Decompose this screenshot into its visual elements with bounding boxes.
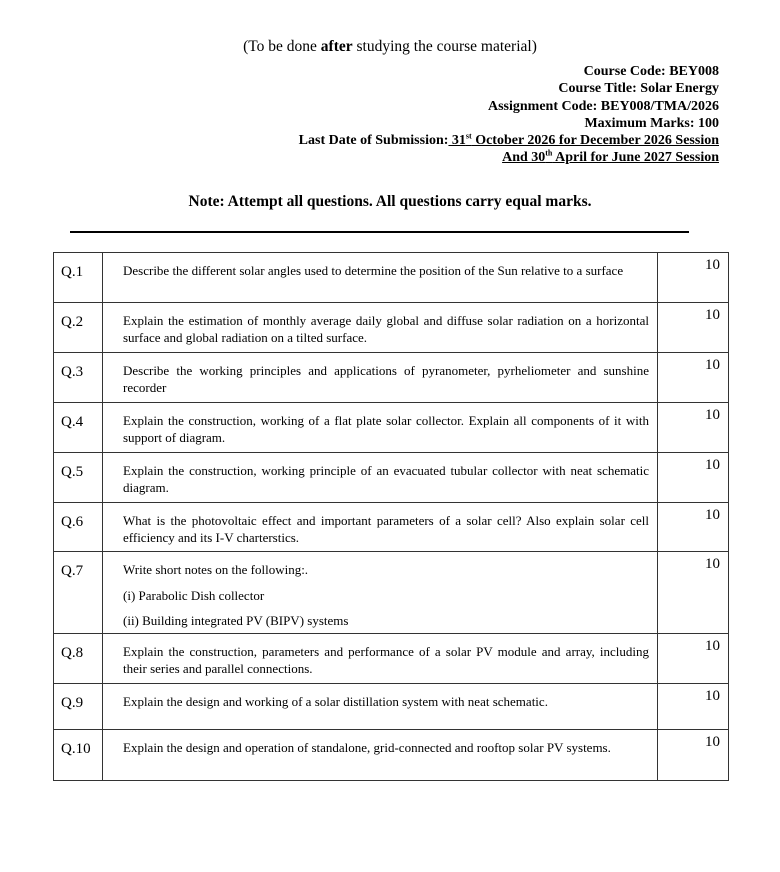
- submission-ordinal-2: th: [545, 148, 553, 158]
- question-number: Q.7: [54, 552, 103, 634]
- question-number: Q.4: [54, 403, 103, 453]
- assignment-meta: [299, 63, 719, 167]
- question-number: Q.9: [54, 684, 103, 730]
- instruction-prefix: (To be done: [243, 38, 321, 55]
- question-marks: 10: [658, 634, 729, 684]
- submission-date-1: [448, 133, 719, 148]
- question-row: [54, 634, 729, 684]
- question-text-block: [103, 552, 658, 634]
- question-text: Explain the estimation of monthly average daily global and diffuse solar radiation on a horizontal surface and global radiation on a tilted surface.: [103, 303, 658, 353]
- question-row: [54, 303, 729, 353]
- question-text: Explain the construction, parameters and performance of a solar PV module and array, including their series and parallel connections.: [103, 634, 658, 684]
- question-row: [54, 552, 729, 634]
- question-marks: 10: [658, 503, 729, 552]
- submission-session-1: October 2026 for December 2026 Session: [471, 133, 719, 149]
- course-code: Course Code: BEY008: [583, 64, 719, 79]
- question-text: Explain the design and operation of standalone, grid-connected and rooftop solar PV systems.: [103, 730, 658, 781]
- question-row: [54, 403, 729, 453]
- submission-day-2: And 30: [502, 150, 546, 166]
- question-marks: 10: [658, 453, 729, 503]
- submission-session-2: April for June 2027 Session: [552, 150, 719, 166]
- questions-table: [53, 252, 729, 781]
- question-number: Q.8: [54, 634, 103, 684]
- question-text: What is the photovoltaic effect and important parameters of a solar cell? Also explain solar cell efficiency and its I-V charterstics.: [103, 503, 658, 552]
- question-row: [54, 453, 729, 503]
- submission-ordinal-1: st: [465, 131, 472, 141]
- question-marks: 10: [658, 730, 729, 781]
- instruction-suffix: studying the course material): [352, 38, 537, 55]
- divider: [70, 231, 689, 233]
- submission-day-1: 31: [448, 133, 466, 149]
- question-text: Explain the construction, working of a flat plate solar collector. Explain all components of it with support of diagram.: [103, 403, 658, 453]
- question-number: Q.3: [54, 353, 103, 403]
- assignment-code: Assignment Code: BEY008/TMA/2026: [487, 98, 719, 114]
- course-title: Course Title: Solar Energy: [558, 81, 719, 97]
- submission-label: Last Date of Submission:: [298, 133, 449, 149]
- question-row: [54, 353, 729, 403]
- question-marks: 10: [658, 684, 729, 730]
- question-number: Q.1: [54, 253, 103, 303]
- question-text: Write short notes on the following:.: [123, 562, 309, 577]
- question-marks: 10: [658, 403, 729, 453]
- question-row: [54, 684, 729, 730]
- question-number: Q.2: [54, 303, 103, 353]
- instruction-emphasis: after: [320, 38, 353, 55]
- question-text: Describe the working principles and applications of pyranometer, pyrheliometer and sunshine recorder: [103, 353, 658, 403]
- question-number: Q.6: [54, 503, 103, 552]
- question-row: [54, 730, 729, 781]
- question-subitem: (i) Parabolic Dish collector: [123, 587, 265, 603]
- note-text: Note: Attempt all questions. All questions carry equal marks.: [188, 193, 592, 210]
- submission-date-line-1: [299, 132, 719, 149]
- maximum-marks: Maximum Marks: 100: [584, 115, 719, 131]
- question-row: [54, 503, 729, 552]
- question-row: [54, 253, 729, 303]
- question-text: Describe the different solar angles used to determine the position of the Sun relative to a surface: [103, 253, 658, 303]
- question-marks: 10: [658, 253, 729, 303]
- question-marks: 10: [658, 353, 729, 403]
- question-number: Q.10: [54, 730, 103, 781]
- question-text: Explain the design and working of a solar distillation system with neat schematic.: [103, 684, 658, 730]
- question-number: Q.5: [54, 453, 103, 503]
- question-subitem: (ii) Building integrated PV (BIPV) systems: [123, 613, 349, 628]
- instruction-line: [0, 38, 780, 56]
- question-text: Explain the construction, working principle of an evacuated tubular collector with neat schematic diagram.: [103, 453, 658, 503]
- question-marks: 10: [658, 552, 729, 634]
- question-marks: 10: [658, 303, 729, 353]
- submission-date-line-2: [299, 149, 719, 166]
